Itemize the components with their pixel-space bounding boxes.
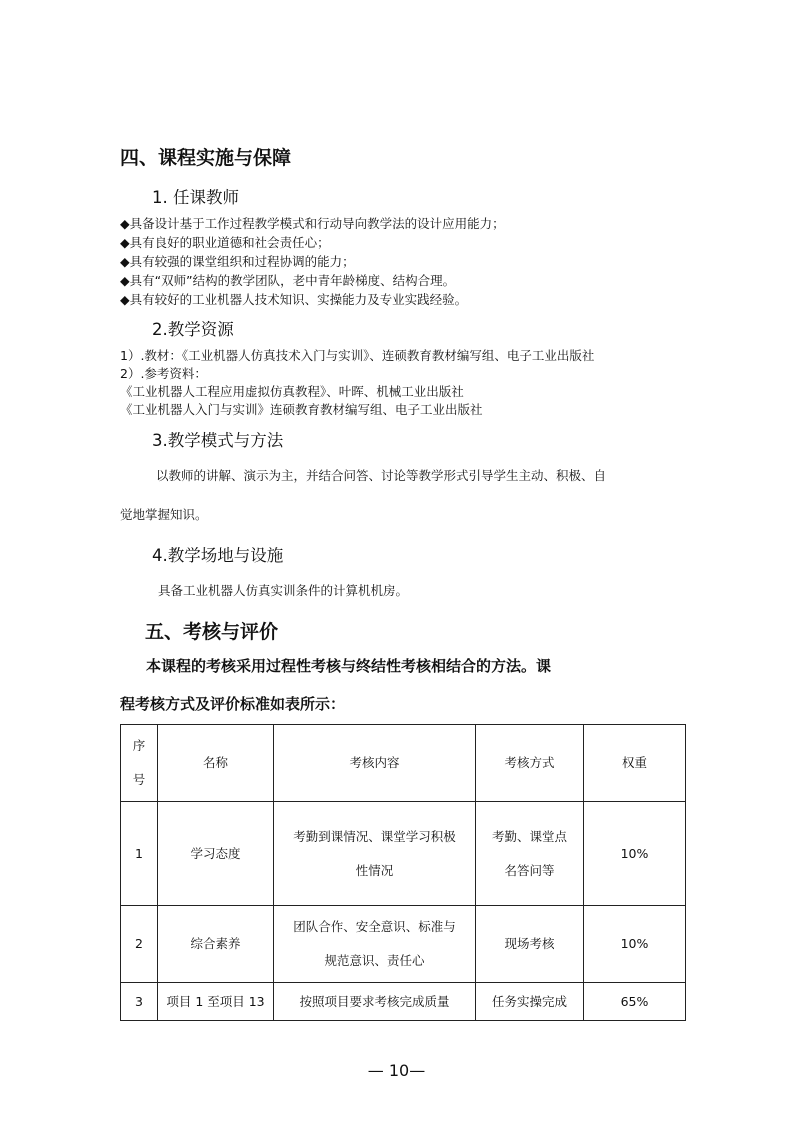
table-row: [121, 802, 686, 906]
header-seq-bottom: 号: [132, 772, 146, 787]
mode-text: 觉地掌握知识。: [120, 507, 208, 522]
resources-line: 《工业机器人工程应用虚拟仿真教程》、叶晖、机械工业出版社: [120, 384, 464, 399]
resources-line: 《工业机器人入门与实训》连硕教育教材编写组、电子工业出版社: [120, 402, 483, 417]
teacher-bullet: ◆具有较强的课堂组织和过程协调的能力；: [120, 254, 355, 269]
teacher-heading: 1. 任课教师: [152, 188, 239, 207]
row-seq: 2: [121, 906, 158, 983]
venue-heading: 4.教学场地与设施: [152, 546, 284, 565]
header-method: 考核方式: [476, 725, 584, 802]
assessment-intro: 程考核方式及评价标准如表所示：: [120, 695, 346, 713]
header-weight: 权重: [584, 725, 686, 802]
row-content: [274, 906, 476, 983]
table-header-row: [121, 725, 686, 802]
row-method-line: 名答问等: [504, 862, 555, 878]
mode-heading: 3.教学模式与方法: [152, 431, 284, 450]
resources-heading: 2.教学资源: [152, 320, 234, 339]
resources-line: 2）.参考资料：: [120, 366, 207, 381]
row-seq: 1: [121, 802, 158, 906]
assessment-table: [120, 724, 686, 1021]
row-name: 综合素养: [158, 906, 274, 983]
section-5-title: 五、考核与评价: [145, 621, 279, 643]
row-content: [274, 802, 476, 906]
row-content-line: 性情况: [355, 862, 394, 878]
section-4-title: 四、课程实施与保障: [120, 147, 292, 169]
teacher-bullet: ◆具有良好的职业道德和社会责任心；: [120, 235, 330, 250]
header-name: 名称: [158, 725, 274, 802]
row-content-line: 团队合作、安全意识、标准与: [293, 919, 456, 934]
row-content: 按照项目要求考核完成质量: [274, 983, 476, 1021]
header-seq-top: 序: [132, 738, 146, 753]
row-weight: 65%: [584, 983, 686, 1021]
header-seq: [121, 725, 158, 802]
mode-text: 以教师的讲解、演示为主，并结合问答、讨论等教学形式引导学生主动、积极、自: [156, 468, 607, 483]
teacher-bullet: ◆具有“双师”结构的教学团队，老中青年龄梯度、结构合理。: [120, 273, 456, 288]
row-weight: 10%: [584, 906, 686, 983]
row-seq: 3: [121, 983, 158, 1021]
row-weight: 10%: [584, 802, 686, 906]
row-method: [476, 802, 584, 906]
row-content-line: 考勤到课情况、课堂学习积极: [293, 828, 456, 844]
table-row: [121, 906, 686, 983]
table-row: [121, 983, 686, 1021]
teacher-bullet: ◆具备设计基于工作过程教学模式和行动导向教学法的设计应用能力；: [120, 216, 505, 231]
row-method: 任务实操完成: [476, 983, 584, 1021]
page-number: — 10—: [367, 1061, 426, 1080]
teacher-bullet: ◆具有较好的工业机器人技术知识、实操能力及专业实践经验。: [120, 292, 468, 307]
header-content: 考核内容: [274, 725, 476, 802]
row-method-line: 考勤、课堂点: [491, 828, 567, 844]
row-method: 现场考核: [476, 906, 584, 983]
resources-line: 1）.教材：《工业机器人仿真技术入门与实训》、连硕教育教材编写组、电子工业出版社: [120, 348, 595, 363]
row-name: 学习态度: [158, 802, 274, 906]
row-name: 项目 1 至项目 13: [158, 983, 274, 1021]
row-content-line: 规范意识、责任心: [324, 953, 425, 968]
assessment-intro: 本课程的考核采用过程性考核与终结性考核相结合的方法。课: [146, 657, 552, 675]
venue-text: 具备工业机器人仿真实训条件的计算机机房。: [158, 583, 409, 598]
